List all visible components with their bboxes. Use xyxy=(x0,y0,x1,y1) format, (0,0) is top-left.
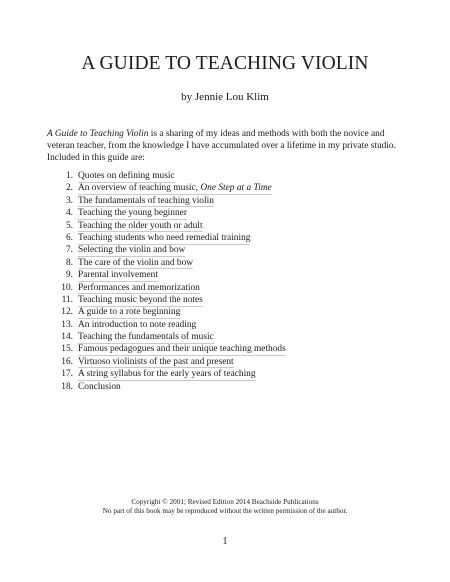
toc-item-label: A string syllabus for the early years of teaching xyxy=(78,369,256,380)
toc-item xyxy=(47,357,286,369)
toc-item-number: 13. xyxy=(61,319,73,330)
toc-item-link xyxy=(78,320,196,332)
copyright-notice xyxy=(0,498,450,515)
toc-item-label: An introduction to note reading xyxy=(78,319,197,330)
toc-item-label: Parental involvement xyxy=(78,270,158,281)
toc-item-label: Virtuoso violinists of the past and present xyxy=(78,356,234,367)
toc-item-number: 6. xyxy=(65,232,73,243)
toc-item-label: Teaching music beyond the notes xyxy=(78,294,203,305)
toc-item-number: 8. xyxy=(65,257,73,268)
toc-item-link[interactable] xyxy=(78,344,286,356)
toc-item-label: Teaching the fundamentals of music xyxy=(78,332,214,343)
toc-item-label: Performances and memorization xyxy=(78,282,200,293)
toc-item xyxy=(47,208,286,220)
page-number: 1 xyxy=(222,536,228,547)
permission-line: No part of this book may be reproduced without the written permission of the author. xyxy=(102,506,348,515)
toc-item-link[interactable] xyxy=(78,258,193,270)
toc-item xyxy=(47,344,286,356)
toc-item-link[interactable] xyxy=(78,369,256,381)
toc-item xyxy=(47,258,286,270)
toc-item-label: Teaching students who need remedial training xyxy=(78,232,251,243)
toc-item-link[interactable] xyxy=(78,307,180,319)
toc-item-link[interactable] xyxy=(78,270,158,282)
toc-item-link[interactable] xyxy=(78,245,185,257)
toc-item-label: The care of the violin and bow xyxy=(78,257,194,268)
toc-item-number: 18. xyxy=(61,381,73,392)
toc-item-number: 5. xyxy=(65,220,73,231)
intro-paragraph xyxy=(47,128,407,165)
toc-item-link[interactable] xyxy=(78,233,250,245)
copyright-line: Copyright © 2001; Revised Edition 2014 Beachside Publications xyxy=(131,498,319,506)
toc-item-number: 11. xyxy=(61,294,73,305)
toc-item-label: Quotes on defining music xyxy=(78,171,175,181)
toc-item xyxy=(47,382,286,394)
toc-item-number: 15. xyxy=(61,344,73,355)
toc-item-label: Famous pedagogues and their unique teaching methods xyxy=(78,344,286,355)
toc-item-link[interactable] xyxy=(78,332,214,344)
toc-item-link[interactable] xyxy=(78,208,187,220)
toc-item xyxy=(47,320,286,332)
toc-item xyxy=(47,221,286,233)
toc-item xyxy=(47,245,286,257)
toc-item-label: Selecting the violin and bow xyxy=(78,245,186,256)
toc-item-label: The fundamentals of teaching violin xyxy=(78,195,214,206)
author-line: by Jennie Lou Klim xyxy=(181,91,269,103)
toc-item-link[interactable] xyxy=(78,295,203,307)
toc-item-italic-title: One Step at a Time xyxy=(200,183,272,194)
toc-item xyxy=(47,196,286,208)
toc-item xyxy=(47,270,286,282)
toc-item-link[interactable] xyxy=(78,283,200,295)
toc-item-number: 2. xyxy=(65,183,73,194)
toc-item xyxy=(47,307,286,319)
toc-item-link[interactable] xyxy=(78,183,272,195)
toc-item-number: 4. xyxy=(65,208,73,219)
toc-item-number: 3. xyxy=(65,195,73,206)
toc-item-link[interactable] xyxy=(78,357,234,369)
toc-item-number: 7. xyxy=(65,245,73,256)
document-title: A GUIDE TO TEACHING VIOLIN xyxy=(81,53,369,74)
table-of-contents xyxy=(47,171,286,394)
toc-item xyxy=(47,171,286,183)
toc-item xyxy=(47,283,286,295)
toc-item-label: A guide to a rote beginning xyxy=(78,307,181,318)
toc-item xyxy=(47,332,286,344)
toc-item-link[interactable] xyxy=(78,171,175,183)
toc-item-label: Conclusion xyxy=(78,381,121,392)
toc-item-label: Teaching the older youth or adult xyxy=(78,220,203,231)
toc-item xyxy=(47,369,286,381)
toc-item-number: 1. xyxy=(65,171,73,181)
toc-item-number: 16. xyxy=(61,356,73,367)
intro-text: is a sharing of my ideas and methods with both the novice and veteran teacher, from the knowledge I have accumulated over a lifetime in my private studio. Included in this guide are: xyxy=(47,129,396,164)
toc-item xyxy=(47,183,286,195)
intro-book-title: A Guide to Teaching Violin xyxy=(47,129,149,139)
toc-item xyxy=(47,295,286,307)
toc-item-link xyxy=(78,382,121,394)
toc-item-number: 14. xyxy=(61,332,73,343)
toc-item xyxy=(47,233,286,245)
toc-item-link[interactable] xyxy=(78,196,214,208)
toc-item-number: 12. xyxy=(61,307,73,318)
toc-item-link[interactable] xyxy=(78,221,203,233)
toc-item-label: An overview of teaching music, xyxy=(78,183,201,194)
toc-item-number: 17. xyxy=(61,369,73,380)
toc-item-label: Teaching the young beginner xyxy=(78,208,187,219)
toc-item-number: 9. xyxy=(65,270,73,281)
toc-item-number: 10. xyxy=(61,282,73,293)
